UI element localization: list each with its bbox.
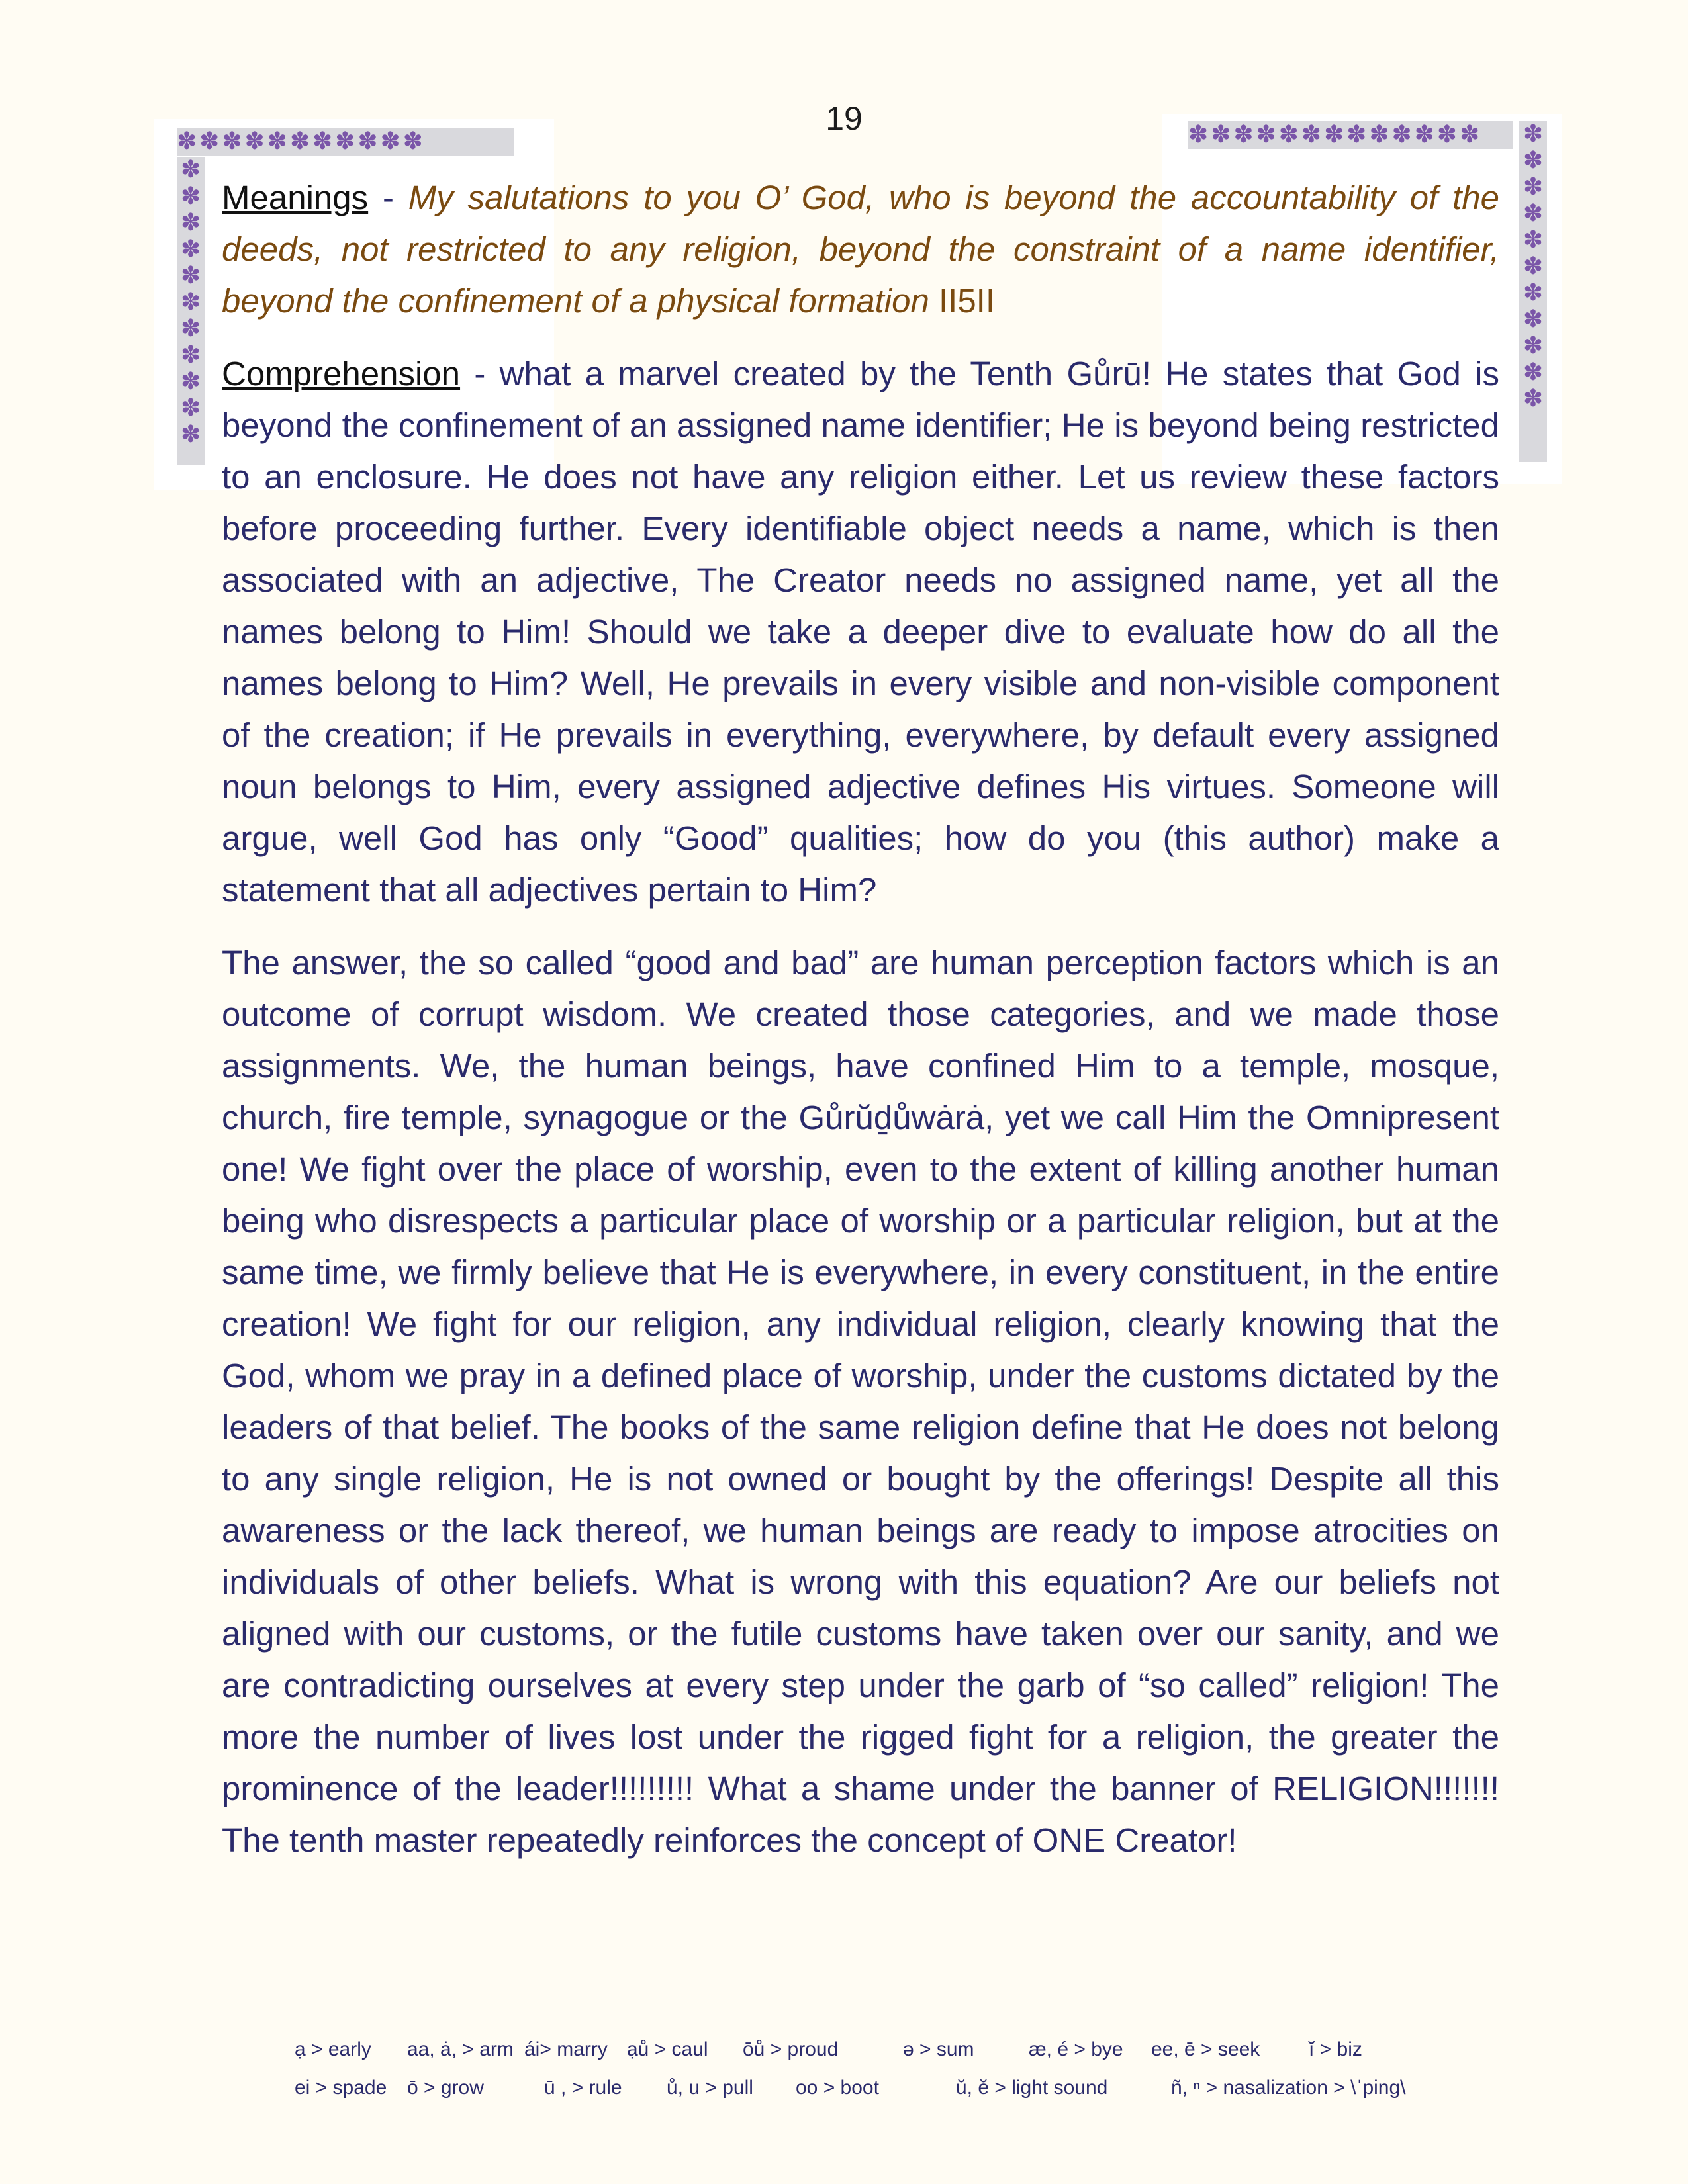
legend-item: ō > grow — [407, 2077, 484, 2099]
legend-item: ů, u > pull — [667, 2077, 753, 2099]
ornament-column-right: ✽✽✽✽✽✽✽✽✽✽✽ — [1519, 121, 1547, 462]
legend-item: æ, é > bye — [1029, 2038, 1123, 2060]
legend-item: ạů > caul — [627, 2038, 708, 2060]
meanings-text: My salutations to you O’ God, who is beyond the accountability of the deeds, not restricted to any religion, beyond the constraint of a name identifier, beyond the confinement of a physical formation — [222, 179, 1499, 320]
legend-item: ei > spade — [295, 2077, 387, 2099]
verse-mark: II5II — [929, 282, 996, 320]
legend-item: ĭ > biz — [1309, 2038, 1362, 2060]
meanings-separator: - — [368, 179, 408, 216]
legend-item: aa, ȧ, > arm — [407, 2038, 514, 2060]
legend-item: ái> marry — [524, 2038, 608, 2060]
legend-item: ŭ, ĕ > light sound — [956, 2077, 1108, 2099]
comprehension-text: what a marvel created by the Tenth Gůrū! He states that God is beyond the confinement of an assigned name identifier; He is beyond being restricted to an enclosure. He does not have any religion either. Let us review these factors before proceeding further. Every identifiable object needs a name, which is then associated with an adjective, The Creator needs no assigned name, yet all the names belong to Him! Should we take a deeper dive to evaluate how do all the names belong to Him? Well, He prevails in every visible and non-visible component of the creation; if He prevails in everything, everywhere, by default every assigned noun belongs to Him, every assigned adjective defines His virtues. Someone will argue, well God has only “Good” qualities; how do you (this author) make a statement that all adjectives pertain to Him? — [222, 355, 1499, 909]
legend-item: ñ, ⁿ > nasalization > \ˈping\ — [1171, 2077, 1406, 2099]
legend-item: ə > sum — [903, 2038, 974, 2060]
ornament-row-right: ✽✽✽✽✽✽✽✽✽✽✽✽✽ — [1188, 121, 1513, 149]
legend-item: ạ > early — [295, 2038, 371, 2060]
comprehension-label: Comprehension — [222, 355, 461, 392]
ornament-row-left: ✽✽✽✽✽✽✽✽✽✽✽ — [177, 128, 514, 156]
body-paragraph-2: The answer, the so called “good and bad” are human perception factors which is an outcome of corrupt wisdom. We created those categories, and we made those assignments. We, the human beings, have confined Him to a temple, mosque, church, fire temple, synagogue or the Gůrŭḏůwȧrȧ, yet we call Him the Omnipresent one! We fight over the place of worship, even to the extent of killing another human being who disrespects a particular place of worship or a particular religion, but at the same time, we firmly believe that He is everywhere, in every constituent, in the entire creation! We fight for our religion, any individual religion, clearly knowing that the God, whom we pray in a defined place of worship, under the customs dictated by the leaders of that belief. The books of the same religion define that He does not belong to any single religion, He is not owned or bought by the offerings! Despite all this awareness or the lack thereof, we human beings are ready to impose atrocities on individuals of other beliefs. What is wrong with this equation? Are our beliefs not aligned with our customs, or the futile customs have taken over our sanity, and we are contradicting ourselves at every step under the garb of “so called” religion! The more the number of lives lost under the rigged fight for a religion, the greater the prominence of the leader!!!!!!!!! What a shame under the banner of RELIGION!!!!!!! The tenth master repeatedly reinforces the concept of ONE Creator! — [222, 944, 1499, 1859]
page-number: 19 — [825, 100, 863, 137]
pronunciation-legend — [295, 2030, 1406, 2107]
legend-item: ee, ē > seek — [1151, 2038, 1260, 2060]
legend-row-1 — [295, 2030, 1406, 2069]
legend-item: oo > boot — [796, 2077, 879, 2099]
legend-item: ū , > rule — [544, 2077, 622, 2099]
comprehension-separator: - — [460, 355, 500, 392]
legend-row-2 — [295, 2069, 1406, 2107]
comprehension-paragraph — [222, 348, 1499, 916]
ornament-column-left: ✽✽✽✽✽✽✽✽✽✽✽ — [177, 157, 205, 465]
main-content — [222, 172, 1499, 1888]
legend-item: ōů > proud — [743, 2038, 839, 2060]
meanings-paragraph — [222, 172, 1499, 327]
meanings-label: Meanings — [222, 179, 369, 216]
